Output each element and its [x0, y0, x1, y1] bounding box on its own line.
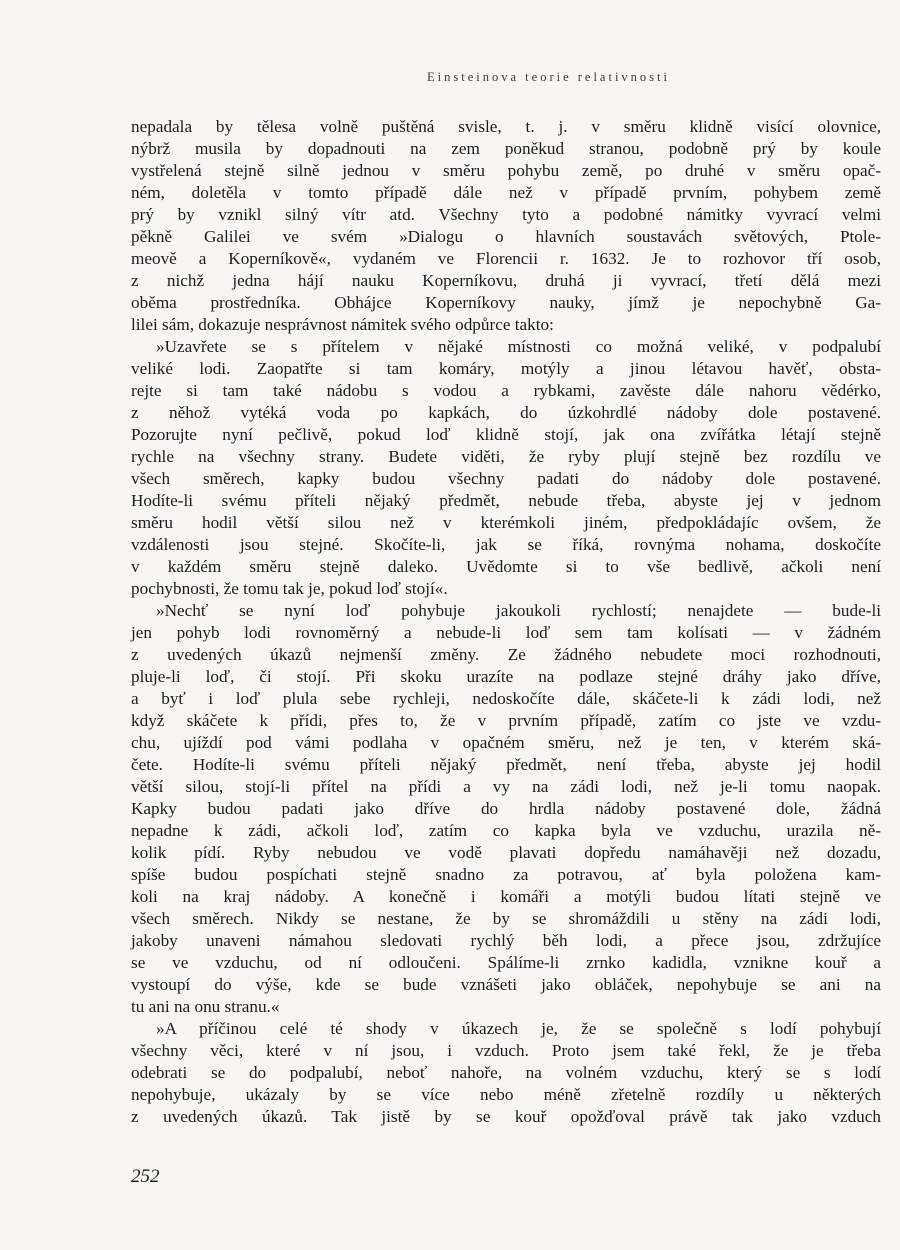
text-line: Hodíte-li svému příteli nějaký předmět, nebude třeba, abyste jej v jednom	[131, 491, 881, 510]
text-line: směru hodil větší silou než v kterémkoli jiném, předpokládajíc ovšem, že	[131, 513, 881, 532]
text-line: »A příčinou celé té shody v úkazech je, že se společně s lodí pohybují	[156, 1019, 881, 1038]
text-line: z uvedených úkazů. Tak jistě by se kouř opožďoval právě tak jako vzduch	[131, 1107, 881, 1126]
text-line: všech směrech, kapky budou všechny padati do nádoby dole postavené.	[131, 469, 881, 488]
text-line: jakoby unaveni námahou sledovati rychlý běh lodi, a přece jsou, zdržujíce	[131, 931, 881, 950]
text-line: jen pohyb lodi rovnoměrný a nebude-li loď sem tam kolísati — v žádném	[131, 623, 881, 642]
text-line: oběma prostředníka. Obhájce Koperníkovy nauky, jímž je nepochybně Ga-	[131, 293, 881, 312]
text-line: všech směrech. Nikdy se nestane, že by se shromáždili u stěny na zádi lodi,	[131, 909, 881, 928]
text-line: meově a Koperníkově«, vydaném ve Florencii r. 1632. Je to rozhovor tří osob,	[131, 249, 881, 268]
text-line: pochybnosti, že tomu tak je, pokud loď stojí«.	[131, 579, 448, 598]
text-line: vystoupí do výše, kde se bude vznášeti jako obláček, nepohybuje se ani na	[131, 975, 881, 994]
text-line: z nichž jedna hájí nauku Koperníkovu, druhá ji vyvrací, třetí dělá mezi	[131, 271, 881, 290]
text-line: pěkně Galilei ve svém »Dialogu o hlavních soustavách světových, Ptole-	[131, 227, 881, 246]
text-line: ném, doletěla v tomto případě dále než v případě prvním, pohybem země	[131, 183, 881, 202]
text-line: nepohybuje, ukázaly by se více nebo méně zřetelně rozdíly u některých	[131, 1085, 881, 1104]
text-line: »Nechť se nyní loď pohybuje jakoukoli rychlostí; nenajdete — bude-li	[156, 601, 881, 620]
text-line: kolik pídí. Ryby nebudou ve vodě plavati dopředu namáhavěji než dozadu,	[131, 843, 881, 862]
text-line: spíše budou pospíchati stejně snadno za potravou, ať byla položena kam-	[131, 865, 881, 884]
text-line: větší silou, stojí-li přítel na přídi a vy na zádi lodi, než je-li tomu naopak.	[131, 777, 881, 796]
text-line: a byť i loď plula sebe rychleji, nedoskočíte dále, skáčete-li k zádi lodi, než	[131, 689, 881, 708]
text-line: v každém směru stejně daleko. Uvědomte si to vše bedlivě, ačkoli není	[131, 557, 881, 576]
text-line: odebrati se do podpalubí, neboť nahoře, na volném vzduchu, který se s lodí	[131, 1063, 881, 1082]
running-header: Einsteinova teorie relativnosti	[427, 70, 670, 84]
text-line: pluje-li loď, či stojí. Při skoku urazíte na podlaze stejné dráhy jako dříve,	[131, 667, 881, 686]
text-line: z uvedených úkazů nejmenší změny. Ze žádného nebudete moci rozhodnouti,	[131, 645, 881, 664]
text-line: z něhož vytéká voda po kapkách, do úzkohrdlé nádoby dole postavené.	[131, 403, 881, 422]
text-line: se ve vzduchu, od ní odloučeni. Spálíme-li zrnko kadidla, vznikne kouř a	[131, 953, 881, 972]
text-line: prý by vznikl silný vítr atd. Všechny tyto a podobné námitky vyvrací velmi	[131, 205, 881, 224]
text-line: rejte si tam také nádobu s vodou a rybkami, zavěste dále nahoru vědérko,	[131, 381, 881, 400]
text-line: lilei sám, dokazuje nesprávnost námitek svého odpůrce takto:	[131, 315, 554, 334]
body-text	[131, 116, 881, 1128]
text-line: vzdálenosti jsou stejné. Skočíte-li, jak se říká, rovnýma nohama, doskočíte	[131, 535, 881, 554]
text-line: nepadne k zádi, ačkoli loď, zatím co kapka byla ve vzduchu, urazila ně-	[131, 821, 881, 840]
text-line: »Uzavřete se s přítelem v nějaké místnosti co možná veliké, v podpalubí	[156, 337, 881, 356]
text-line: koli na kraj nádoby. A konečně i komáři a motýli budou lítati stejně ve	[131, 887, 881, 906]
text-line: chu, ujíždí pod vámi podlaha v opačném směru, než je ten, v kterém ská-	[131, 733, 881, 752]
text-line: Kapky budou padati jako dříve do hrdla nádoby postavené dole, žádná	[131, 799, 881, 818]
text-line: tu ani na onu stranu.«	[131, 997, 280, 1016]
text-line: čete. Hodíte-li svému příteli nějaký předmět, není třeba, abyste jej hodil	[131, 755, 881, 774]
text-line: všechny věci, které v ní jsou, i vzduch. Proto jsem také řekl, že je třeba	[131, 1041, 881, 1060]
text-line: veliké lodi. Zaopatřte si tam komáry, motýly a jinou létavou havěť, obsta-	[131, 359, 881, 378]
text-line: rychle na všechny strany. Budete viděti, že ryby plují stejně bez rozdílu ve	[131, 447, 881, 466]
page-number: 252	[131, 1166, 160, 1187]
text-line: nýbrž musila by dopadnouti na zem poněkud stranou, podobně prý by koule	[131, 139, 881, 158]
text-line: nepadala by tělesa volně puštěná svisle, t. j. v směru klidně visící olovnice,	[131, 117, 881, 136]
text-line: když skáčete k přídi, přes to, že v prvním případě, zatím co jste ve vzdu-	[131, 711, 881, 730]
text-line: Pozorujte nyní pečlivě, pokud loď klidně stojí, jak ona zvířátka létají stejně	[131, 425, 881, 444]
text-line: vystřelená stejně silně jednou v směru pohybu země, po druhé v směru opač-	[131, 161, 881, 180]
